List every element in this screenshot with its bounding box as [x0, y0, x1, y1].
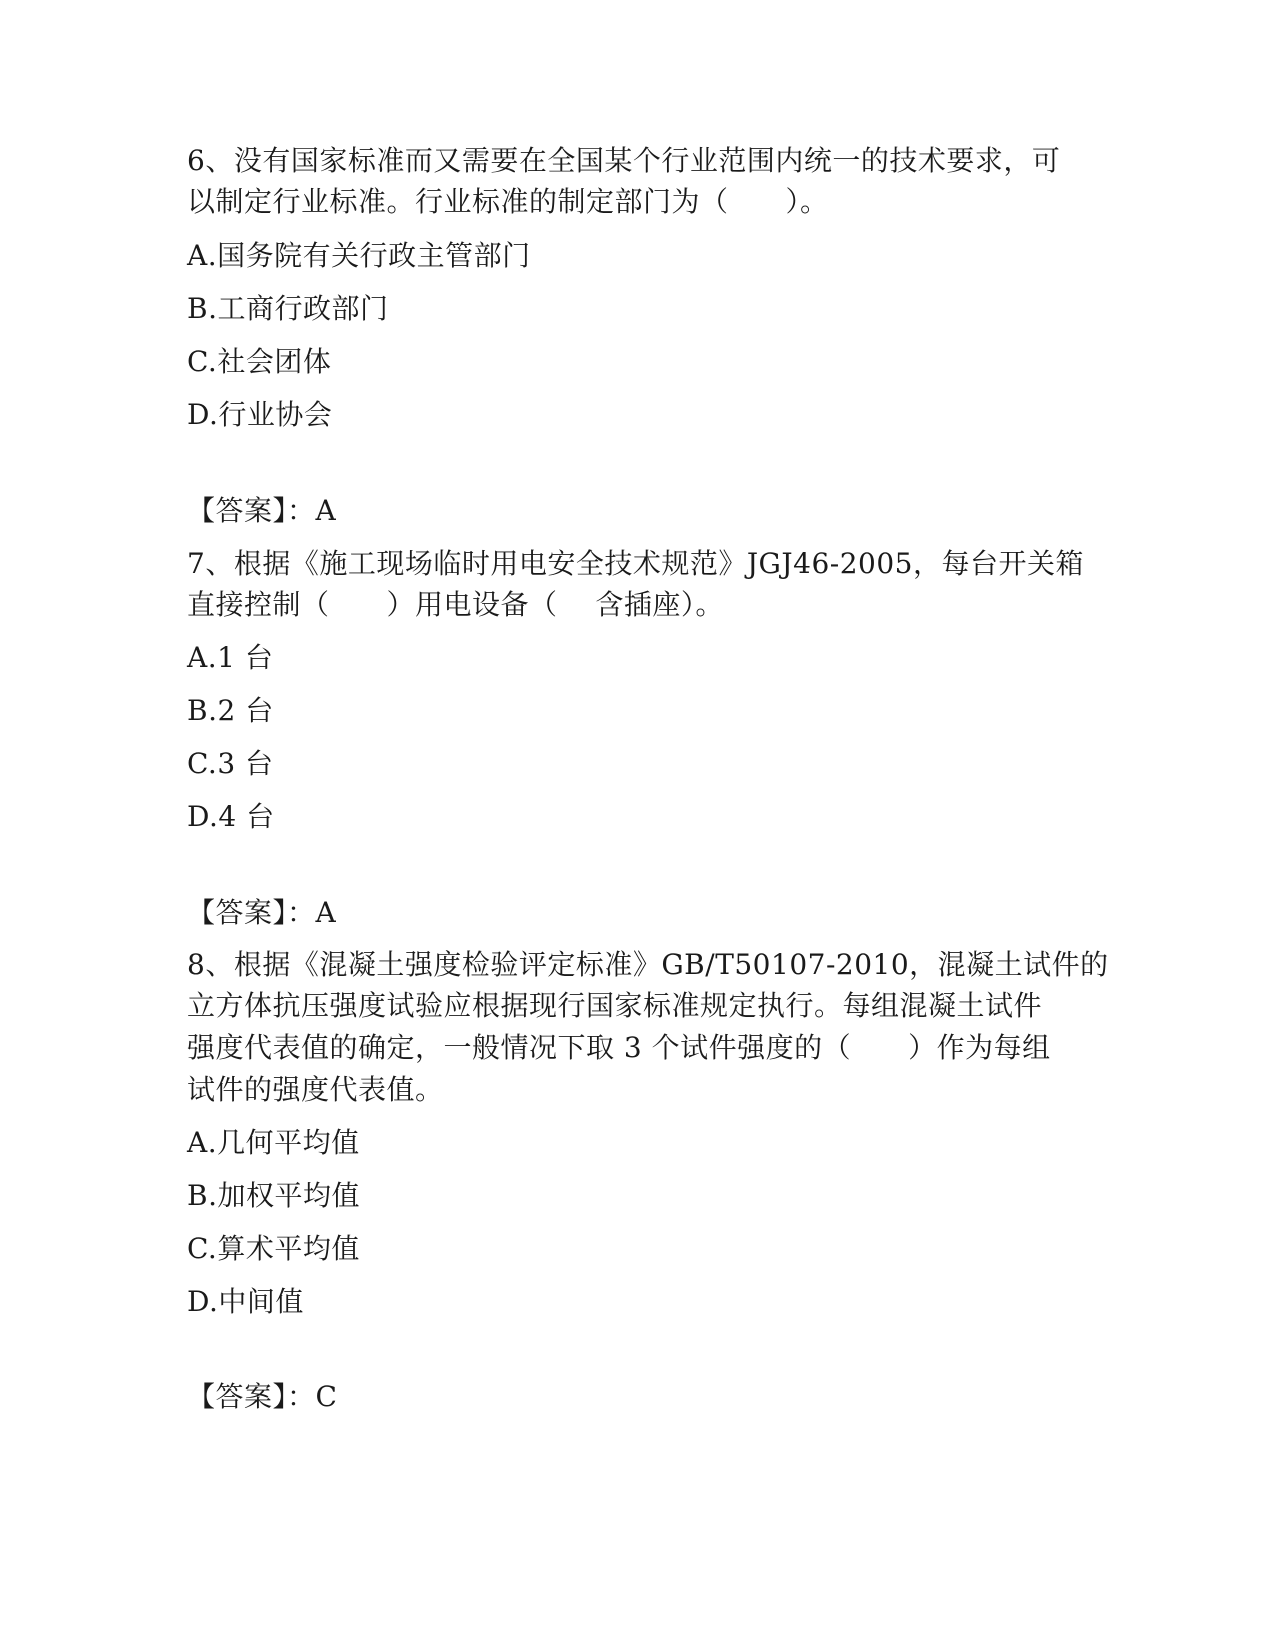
question-stem-line: 6、没有国家标准而又需要在全国某个行业范围内统一的技术要求，可 — [187, 144, 1061, 177]
question-stem-line: 以制定行业标准。行业标准的制定部门为（ ）。 — [187, 185, 829, 218]
option-c: C.算术平均值 — [187, 1232, 360, 1265]
answer-label: 【答案】：A — [187, 896, 337, 929]
answer-label: 【答案】：C — [187, 1380, 338, 1413]
option-a: A.1 台 — [187, 641, 274, 674]
option-d: D.4 台 — [187, 800, 275, 833]
option-a: A.几何平均值 — [187, 1126, 360, 1159]
option-b: B.工商行政部门 — [187, 292, 389, 325]
question-stem-line: 立方体抗压强度试验应根据现行国家标准规定执行。每组混凝土试件 — [187, 989, 1043, 1022]
option-a: A.国务院有关行政主管部门 — [187, 239, 531, 272]
question-stem-line: 8、根据《混凝土强度检验评定标准》GB/T50107-2010，混凝土试件的 — [187, 948, 1109, 981]
option-d: D.中间值 — [187, 1285, 304, 1318]
question-stem-line: 直接控制（ ）用电设备（ 含插座）。 — [187, 588, 724, 621]
question-stem-line: 强度代表值的确定，一般情况下取 3 个试件强度的（ ）作为每组 — [187, 1031, 1051, 1064]
option-d: D.行业协会 — [187, 398, 333, 431]
option-c: C.社会团体 — [187, 345, 332, 378]
option-b: B.加权平均值 — [187, 1179, 360, 1212]
option-c: C.3 台 — [187, 747, 274, 780]
question-stem-line: 试件的强度代表值。 — [187, 1073, 444, 1106]
question-stem-line: 7、根据《施工现场临时用电安全技术规范》JGJ46-2005，每台开关箱 — [187, 547, 1084, 580]
option-b: B.2 台 — [187, 694, 274, 727]
answer-label: 【答案】：A — [187, 494, 337, 527]
